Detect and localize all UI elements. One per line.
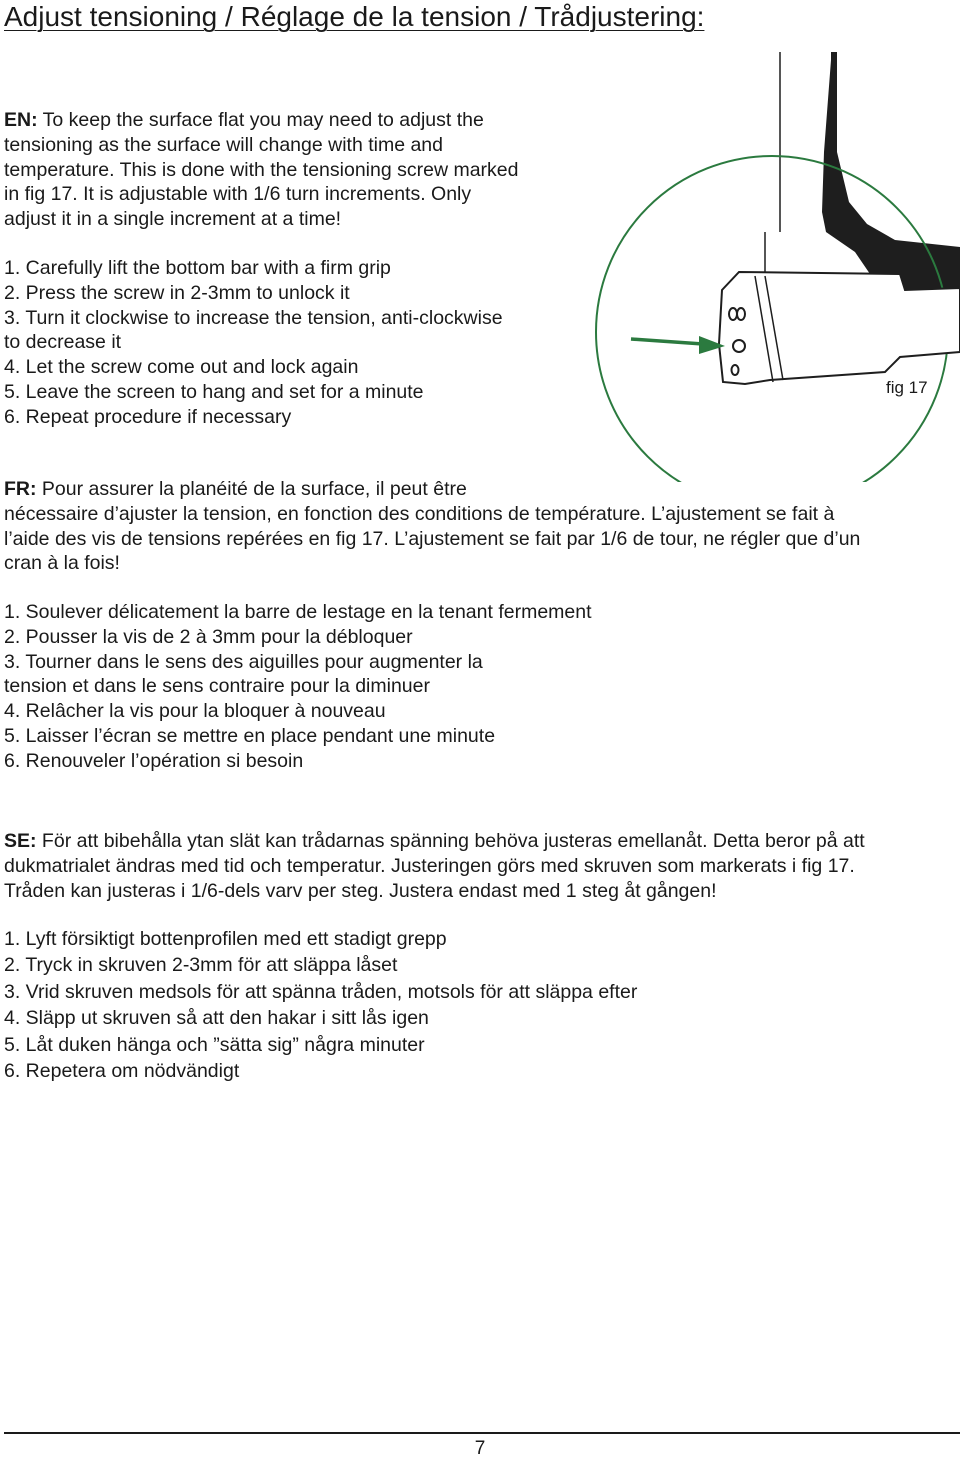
en-intro-line: To keep the surface flat you may need to adjust the bbox=[37, 109, 484, 131]
fr-steps bbox=[4, 600, 592, 774]
en-intro-line: temperature. This is done with the tensioning screw marked bbox=[4, 158, 519, 181]
fr-intro-line: cran à la fois! bbox=[4, 552, 120, 575]
fr-lead: FR: bbox=[4, 478, 37, 500]
fr-intro-line: Pour assurer la planéité de la surface, il peut être bbox=[36, 478, 467, 500]
se-intro-line: Tråden kan justeras i 1/6-dels varv per steg. Justera endast med 1 steg åt gången! bbox=[4, 879, 717, 902]
fr-step: 6. Renouveler l’opération si besoin bbox=[4, 749, 304, 772]
fr-step: tension et dans le sens contraire pour la diminuer bbox=[4, 675, 430, 698]
se-intro bbox=[4, 829, 865, 903]
se-step: 3. Vrid skruven medsols för att spänna tråden, motsols för att släppa efter bbox=[4, 980, 638, 1003]
figure-caption: fig 17 bbox=[886, 378, 928, 397]
se-intro-line: dukmatrialet ändras med tid och temperatur. Justeringen görs med skruven som markerats i fig 17. bbox=[4, 854, 855, 877]
en-intro bbox=[4, 108, 518, 232]
fr-intro-line: nécessaire d’ajuster la tension, en fonction des conditions de température. L’ajustement se fait à bbox=[4, 502, 835, 525]
en-step: 2. Press the screw in 2-3mm to unlock it bbox=[4, 281, 350, 304]
bottom-bar-shape bbox=[719, 272, 960, 384]
fr-intro bbox=[4, 477, 860, 576]
footer-divider bbox=[4, 1432, 960, 1434]
fr-step: 3. Tourner dans le sens des aiguilles pour augmenter la bbox=[4, 650, 483, 673]
page-number: 7 bbox=[474, 1438, 486, 1459]
page-title: Adjust tensioning / Réglage de la tension / Trådjustering: bbox=[4, 1, 705, 32]
en-step: 5. Leave the screen to hang and set for a minute bbox=[4, 380, 424, 403]
en-step: 3. Turn it clockwise to increase the tension, anti-clockwise bbox=[4, 306, 503, 329]
se-step: 6. Repetera om nödvändigt bbox=[4, 1060, 240, 1083]
se-step: 4. Släpp ut skruven så att den hakar i sitt lås igen bbox=[4, 1007, 429, 1030]
en-lead: EN: bbox=[4, 109, 38, 131]
se-lead: SE: bbox=[4, 830, 37, 852]
screen-frame-shape bbox=[822, 52, 960, 307]
en-intro-line: tensioning as the surface will change with time and bbox=[4, 133, 443, 156]
en-step: 1. Carefully lift the bottom bar with a firm grip bbox=[4, 257, 391, 279]
fr-step: 4. Relâcher la vis pour la bloquer à nouveau bbox=[4, 700, 386, 723]
en-steps bbox=[4, 256, 503, 430]
se-step: 1. Lyft försiktigt bottenprofilen med ett stadigt grepp bbox=[4, 928, 447, 950]
fr-step: 5. Laisser l’écran se mettre en place pendant une minute bbox=[4, 724, 496, 747]
en-step: 4. Let the screw come out and lock again bbox=[4, 356, 359, 379]
fr-step: 1. Soulever délicatement la barre de lestage en la tenant fermement bbox=[4, 601, 592, 623]
en-intro-line: in fig 17. It is adjustable with 1/6 turn increments. Only bbox=[4, 183, 472, 206]
fr-step: 2. Pousser la vis de 2 à 3mm pour la débloquer bbox=[4, 625, 413, 648]
se-step: 5. Låt duken hänga och ”sätta sig” några minuter bbox=[4, 1033, 425, 1056]
se-intro-line: För att bibehålla ytan slät kan trådarnas spänning behöva justeras emellanåt. Detta beror på att bbox=[36, 830, 865, 852]
en-intro-line: adjust it in a single increment at a time! bbox=[4, 208, 342, 231]
se-steps bbox=[4, 926, 637, 1084]
en-step: to decrease it bbox=[4, 331, 122, 354]
fr-intro-line: l’aide des vis de tensions repérées en fig 17. L’ajustement se fait par 1/6 de tour, ne régler que d’un bbox=[4, 527, 861, 550]
pointer-arrow-shaft bbox=[631, 339, 703, 344]
tension-screw-figure bbox=[595, 52, 960, 482]
en-step: 6. Repeat procedure if necessary bbox=[4, 405, 292, 428]
se-step: 2. Tryck in skruven 2-3mm för att släppa låset bbox=[4, 954, 398, 977]
